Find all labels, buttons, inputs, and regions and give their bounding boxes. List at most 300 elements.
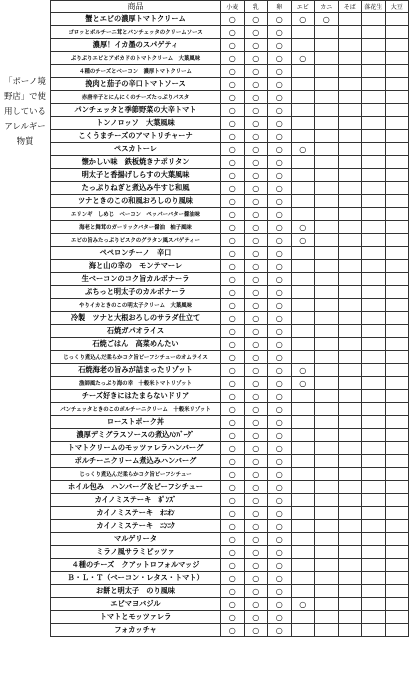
allergen-cell-empty: [385, 533, 409, 546]
allergen-cell-empty: [315, 91, 339, 104]
allergen-mark: ○: [291, 234, 315, 247]
table-row: [51, 520, 409, 533]
allergen-cell-empty: [338, 533, 362, 546]
table-row: [51, 247, 409, 260]
allergen-cell-empty: [315, 273, 339, 286]
menu-item-name: 赤唐辛子とにんにくのチーズたっぷりパスタ: [51, 91, 221, 104]
allergen-cell-empty: [315, 221, 339, 234]
allergen-mark: ○: [244, 91, 268, 104]
menu-item-name: 濃厚！イカ墨のスパゲティ: [51, 39, 221, 52]
allergen-mark: ○: [221, 377, 245, 390]
allergen-cell-empty: [338, 13, 362, 26]
allergen-cell-empty: [385, 65, 409, 78]
allergen-cell-empty: [315, 442, 339, 455]
allergen-mark: ○: [268, 416, 292, 429]
allergen-cell-empty: [385, 182, 409, 195]
allergen-mark: ○: [268, 520, 292, 533]
allergen-mark: ○: [244, 338, 268, 351]
allergen-mark: ○: [291, 598, 315, 611]
allergen-cell-empty: [315, 52, 339, 65]
allergen-mark: ○: [268, 455, 292, 468]
allergen-cell-empty: [362, 598, 386, 611]
allergen-cell-empty: [338, 273, 362, 286]
allergen-mark: ○: [244, 299, 268, 312]
table-row: [51, 143, 409, 156]
allergen-mark: ○: [244, 455, 268, 468]
menu-item-name: 挽肉と茄子の辛口トマトソース: [51, 78, 221, 91]
allergen-mark: ○: [221, 351, 245, 364]
allergen-cell-empty: [338, 520, 362, 533]
allergen-cell-empty: [338, 429, 362, 442]
allergen-cell-empty: [338, 156, 362, 169]
allergen-cell-empty: [338, 338, 362, 351]
allergen-cell-empty: [315, 624, 339, 637]
allergen-mark: ○: [244, 78, 268, 91]
allergen-mark: ○: [221, 338, 245, 351]
allergen-mark: ○: [268, 481, 292, 494]
allergen-cell-empty: [315, 403, 339, 416]
allergen-cell-empty: [291, 78, 315, 91]
allergen-mark: ○: [221, 169, 245, 182]
allergen-mark: ○: [221, 195, 245, 208]
allergen-mark: ○: [244, 195, 268, 208]
allergen-mark: ○: [244, 312, 268, 325]
allergen-cell-empty: [291, 546, 315, 559]
menu-item-name: 石焼海老の旨みが詰まったリゾット: [51, 364, 221, 377]
allergen-cell-empty: [315, 169, 339, 182]
allergen-mark: ○: [244, 572, 268, 585]
allergen-mark: ○: [268, 65, 292, 78]
allergen-mark: ○: [244, 182, 268, 195]
allergen-cell-empty: [291, 299, 315, 312]
allergen-cell-empty: [362, 26, 386, 39]
allergen-cell-empty: [362, 533, 386, 546]
allergen-cell-empty: [385, 195, 409, 208]
allergen-cell-empty: [338, 208, 362, 221]
allergen-cell-empty: [385, 468, 409, 481]
allergen-mark: ○: [244, 273, 268, 286]
allergen-mark: ○: [244, 26, 268, 39]
allergen-cell-empty: [338, 494, 362, 507]
allergen-cell-empty: [385, 364, 409, 377]
allergen-mark: ○: [221, 260, 245, 273]
allergen-mark: ○: [244, 351, 268, 364]
allergen-cell-empty: [338, 377, 362, 390]
allergen-mark: ○: [268, 559, 292, 572]
allergen-mark: ○: [268, 624, 292, 637]
allergen-mark: ○: [268, 390, 292, 403]
allergen-cell-empty: [291, 247, 315, 260]
allergen-mark: ○: [221, 598, 245, 611]
allergen-mark: ○: [244, 585, 268, 598]
allergen-cell-empty: [362, 624, 386, 637]
menu-item-name: 懐かしい味 鉄板焼きナポリタン: [51, 156, 221, 169]
allergen-cell-empty: [315, 78, 339, 91]
table-row: [51, 260, 409, 273]
allergen-cell-empty: [385, 286, 409, 299]
table-row: [51, 234, 409, 247]
table-row: [51, 611, 409, 624]
allergen-mark: ○: [221, 611, 245, 624]
allergen-cell-empty: [338, 26, 362, 39]
allergen-mark: ○: [244, 247, 268, 260]
allergen-mark: ○: [221, 78, 245, 91]
allergen-cell-empty: [291, 494, 315, 507]
allergen-mark: ○: [244, 234, 268, 247]
table-row: [51, 351, 409, 364]
allergen-mark: ○: [268, 52, 292, 65]
allergen-mark: ○: [221, 442, 245, 455]
allergen-mark: ○: [244, 156, 268, 169]
allergen-mark: ○: [221, 416, 245, 429]
allergen-cell-empty: [385, 507, 409, 520]
table-row: [51, 559, 409, 572]
allergen-cell-empty: [338, 481, 362, 494]
allergen-cell-empty: [338, 286, 362, 299]
menu-item-name: ツナときのこの和風おろしのり風味: [51, 195, 221, 208]
allergen-cell-empty: [385, 78, 409, 91]
allergen-mark: ○: [221, 143, 245, 156]
allergen-cell-empty: [315, 390, 339, 403]
allergen-cell-empty: [362, 195, 386, 208]
allergen-cell-empty: [362, 559, 386, 572]
allergen-mark: ○: [268, 611, 292, 624]
allergen-cell-empty: [385, 598, 409, 611]
menu-item-name: エビの旨みたっぷりビスクのグラタン風スパゲティー: [51, 234, 221, 247]
allergen-mark: ○: [244, 624, 268, 637]
allergen-mark: ○: [221, 572, 245, 585]
table-row: [51, 598, 409, 611]
allergen-cell-empty: [385, 559, 409, 572]
allergen-cell-empty: [385, 91, 409, 104]
header-allergen: 落花生: [362, 1, 386, 13]
menu-item-name: チーズ好きにはたまらないドリア: [51, 390, 221, 403]
allergen-cell-empty: [338, 572, 362, 585]
allergen-cell-empty: [385, 585, 409, 598]
allergen-mark: ○: [268, 533, 292, 546]
allergen-cell-empty: [315, 572, 339, 585]
table-row: [51, 416, 409, 429]
allergen-cell-empty: [315, 39, 339, 52]
allergen-cell-empty: [385, 260, 409, 273]
allergen-cell-empty: [362, 390, 386, 403]
allergen-cell-empty: [315, 364, 339, 377]
allergen-cell-empty: [385, 481, 409, 494]
table-row: [51, 468, 409, 481]
table-row: [51, 572, 409, 585]
allergen-mark: ○: [268, 13, 292, 26]
allergen-mark: ○: [268, 325, 292, 338]
allergen-mark: ○: [221, 221, 245, 234]
allergen-cell-empty: [338, 182, 362, 195]
header-row: [51, 1, 409, 13]
allergen-mark: ○: [268, 221, 292, 234]
allergen-cell-empty: [291, 338, 315, 351]
allergen-cell-empty: [362, 507, 386, 520]
allergen-mark: ○: [221, 312, 245, 325]
menu-item-name: ペペロンチーノ 辛口: [51, 247, 221, 260]
menu-item-name: ４種のチーズとベーコン 濃厚トマトクリーム: [51, 65, 221, 78]
table-row: [51, 195, 409, 208]
allergen-mark: ○: [268, 169, 292, 182]
allergen-mark: ○: [221, 299, 245, 312]
allergen-mark: ○: [244, 481, 268, 494]
allergen-cell-empty: [338, 260, 362, 273]
allergen-mark: ○: [268, 468, 292, 481]
allergen-cell-empty: [362, 520, 386, 533]
allergen-cell-empty: [315, 468, 339, 481]
allergen-mark: ○: [268, 39, 292, 52]
allergen-cell-empty: [385, 325, 409, 338]
allergen-cell-empty: [362, 247, 386, 260]
allergen-cell-empty: [338, 130, 362, 143]
allergen-cell-empty: [385, 273, 409, 286]
allergen-cell-empty: [338, 52, 362, 65]
allergen-mark: ○: [221, 520, 245, 533]
menu-item-name: 漁師風たっぷり海の幸 十穀米トマトリゾット: [51, 377, 221, 390]
allergen-mark: ○: [221, 624, 245, 637]
allergen-mark: ○: [221, 559, 245, 572]
table-row: [51, 481, 409, 494]
menu-item-name: カイノミステーキ ﾆﾝﾆｸ: [51, 520, 221, 533]
allergen-cell-empty: [385, 130, 409, 143]
allergen-cell-empty: [338, 221, 362, 234]
allergen-mark: ○: [221, 364, 245, 377]
table-row: [51, 299, 409, 312]
allergen-cell-empty: [315, 312, 339, 325]
table-row: [51, 156, 409, 169]
allergen-cell-empty: [338, 403, 362, 416]
allergen-mark: ○: [221, 390, 245, 403]
allergen-cell-empty: [315, 130, 339, 143]
table-row: [51, 26, 409, 39]
allergen-cell-empty: [315, 325, 339, 338]
allergen-cell-empty: [291, 455, 315, 468]
allergen-mark: ○: [244, 130, 268, 143]
menu-item-name: ぷりぷりエビとアボカドのトマトクリーム 大葉風味: [51, 52, 221, 65]
allergen-mark: ○: [268, 585, 292, 598]
allergen-cell-empty: [291, 533, 315, 546]
allergen-cell-empty: [385, 520, 409, 533]
allergen-mark: ○: [221, 234, 245, 247]
allergen-cell-empty: [362, 104, 386, 117]
allergen-cell-empty: [291, 91, 315, 104]
table-row: [51, 442, 409, 455]
allergen-mark: ○: [244, 364, 268, 377]
allergen-cell-empty: [362, 429, 386, 442]
allergen-cell-empty: [385, 13, 409, 26]
header-allergen: カニ: [315, 1, 339, 13]
table-row: [51, 104, 409, 117]
allergen-cell-empty: [315, 377, 339, 390]
allergen-mark: ○: [244, 559, 268, 572]
allergen-cell-empty: [291, 416, 315, 429]
allergen-cell-empty: [338, 169, 362, 182]
allergen-mark: ○: [221, 39, 245, 52]
allergen-mark: ○: [244, 143, 268, 156]
allergen-mark: ○: [244, 416, 268, 429]
allergen-mark: ○: [291, 13, 315, 26]
menu-item-name: マルゲリータ: [51, 533, 221, 546]
allergen-mark: ○: [221, 481, 245, 494]
menu-item-name: 海老と舞茸のガーリックバター醤油 柚子風味: [51, 221, 221, 234]
allergen-mark: ○: [221, 52, 245, 65]
table-row: [51, 52, 409, 65]
header-allergen: 大豆: [385, 1, 409, 13]
allergen-cell-empty: [315, 208, 339, 221]
allergen-cell-empty: [338, 559, 362, 572]
allergen-cell-empty: [291, 182, 315, 195]
allergen-cell-empty: [315, 182, 339, 195]
menu-item-name: パンチェッタときのこのポルチーニクリーム 十穀米リゾット: [51, 403, 221, 416]
table-row: [51, 364, 409, 377]
menu-item-name: 冷製 ツナと大根おろしのサラダ仕立て: [51, 312, 221, 325]
allergen-cell-empty: [362, 416, 386, 429]
menu-item-name: じっくり煮込んだ柔らかコク旨ビーフシチューのオムライス: [51, 351, 221, 364]
allergen-cell-empty: [315, 533, 339, 546]
allergen-mark: ○: [268, 546, 292, 559]
menu-item-name: Ｂ・Ｌ・Ｔ（ベーコン・レタス・トマト）: [51, 572, 221, 585]
allergen-cell-empty: [385, 572, 409, 585]
allergen-cell-empty: [291, 403, 315, 416]
allergen-mark: ○: [244, 13, 268, 26]
allergen-mark: ○: [268, 234, 292, 247]
allergen-cell-empty: [315, 260, 339, 273]
allergen-mark: ○: [291, 143, 315, 156]
table-row: [51, 624, 409, 637]
allergen-mark: ○: [268, 338, 292, 351]
allergen-mark: ○: [221, 546, 245, 559]
allergen-cell-empty: [362, 585, 386, 598]
allergen-cell-empty: [291, 260, 315, 273]
allergen-cell-empty: [385, 416, 409, 429]
menu-item-name: ４種のチーズ クアットロフォルマッジ: [51, 559, 221, 572]
allergen-cell-empty: [291, 130, 315, 143]
allergen-mark: ○: [244, 208, 268, 221]
allergen-cell-empty: [362, 455, 386, 468]
table-row: [51, 403, 409, 416]
allergen-cell-empty: [291, 624, 315, 637]
allergen-cell-empty: [315, 598, 339, 611]
allergen-cell-empty: [362, 221, 386, 234]
allergen-cell-empty: [291, 611, 315, 624]
allergen-cell-empty: [338, 104, 362, 117]
allergen-cell-empty: [385, 234, 409, 247]
allergen-cell-empty: [315, 611, 339, 624]
table-row: [51, 390, 409, 403]
allergen-mark: ○: [221, 507, 245, 520]
allergen-cell-empty: [291, 195, 315, 208]
allergen-cell-empty: [291, 520, 315, 533]
allergen-cell-empty: [362, 182, 386, 195]
allergen-cell-empty: [362, 156, 386, 169]
allergen-cell-empty: [291, 169, 315, 182]
allergen-cell-empty: [362, 130, 386, 143]
allergen-cell-empty: [362, 143, 386, 156]
allergen-mark: ○: [244, 169, 268, 182]
allergen-mark: ○: [268, 572, 292, 585]
allergen-mark: ○: [268, 364, 292, 377]
allergen-cell-empty: [362, 117, 386, 130]
menu-item-name: 石焼ごはん 高菜めんたい: [51, 338, 221, 351]
allergen-mark: ○: [268, 312, 292, 325]
allergen-cell-empty: [291, 442, 315, 455]
allergen-mark: ○: [244, 442, 268, 455]
allergen-mark: ○: [244, 403, 268, 416]
table-row: [51, 429, 409, 442]
allergen-mark: ○: [268, 598, 292, 611]
allergen-cell-empty: [385, 26, 409, 39]
allergen-cell-empty: [338, 468, 362, 481]
allergen-cell-empty: [362, 611, 386, 624]
allergen-mark: ○: [244, 390, 268, 403]
allergen-mark: ○: [221, 208, 245, 221]
allergen-cell-empty: [315, 481, 339, 494]
allergen-mark: ○: [221, 585, 245, 598]
allergen-cell-empty: [315, 65, 339, 78]
allergen-cell-empty: [315, 494, 339, 507]
allergen-mark: ○: [221, 156, 245, 169]
allergen-cell-empty: [385, 624, 409, 637]
menu-item-name: フォカッチャ: [51, 624, 221, 637]
allergen-cell-empty: [338, 416, 362, 429]
allergen-mark: ○: [221, 26, 245, 39]
allergen-mark: ○: [268, 195, 292, 208]
allergen-cell-empty: [385, 143, 409, 156]
allergen-mark: ○: [268, 208, 292, 221]
allergen-mark: ○: [268, 299, 292, 312]
menu-item-name: ゴロッとボルチーニ茸とパンチェッタのクリームソース: [51, 26, 221, 39]
allergen-cell-empty: [315, 143, 339, 156]
header-allergen: そば: [338, 1, 362, 13]
allergen-cell-empty: [362, 273, 386, 286]
allergen-cell-empty: [362, 78, 386, 91]
menu-item-name: やりイカときのこの明太子クリーム 大葉風味: [51, 299, 221, 312]
allergen-cell-empty: [385, 39, 409, 52]
allergen-cell-empty: [362, 351, 386, 364]
allergen-cell-empty: [362, 260, 386, 273]
allergen-mark: ○: [244, 533, 268, 546]
allergen-table: [50, 0, 409, 637]
allergen-mark: ○: [268, 182, 292, 195]
allergen-mark: ○: [244, 468, 268, 481]
allergen-cell-empty: [385, 455, 409, 468]
allergen-cell-empty: [362, 13, 386, 26]
allergen-mark: ○: [268, 429, 292, 442]
allergen-mark: ○: [221, 468, 245, 481]
allergen-mark: ○: [244, 52, 268, 65]
allergen-cell-empty: [362, 234, 386, 247]
allergen-cell-empty: [291, 104, 315, 117]
menu-item-name: お餅と明太子 のり風味: [51, 585, 221, 598]
allergen-cell-empty: [362, 91, 386, 104]
menu-item-name: こくうまチーズのアマトリチャーナ: [51, 130, 221, 143]
allergen-mark: ○: [221, 91, 245, 104]
allergen-cell-empty: [385, 351, 409, 364]
allergen-mark: ○: [221, 117, 245, 130]
allergen-mark: ○: [221, 533, 245, 546]
allergen-mark: ○: [221, 182, 245, 195]
allergen-cell-empty: [385, 611, 409, 624]
allergen-cell-empty: [291, 26, 315, 39]
allergen-cell-empty: [385, 494, 409, 507]
allergen-mark: ○: [221, 403, 245, 416]
allergen-cell-empty: [385, 429, 409, 442]
allergen-cell-empty: [315, 247, 339, 260]
menu-item-name: ポルチーニクリーム煮込みハンバーグ: [51, 455, 221, 468]
allergen-cell-empty: [338, 247, 362, 260]
allergen-cell-empty: [338, 39, 362, 52]
